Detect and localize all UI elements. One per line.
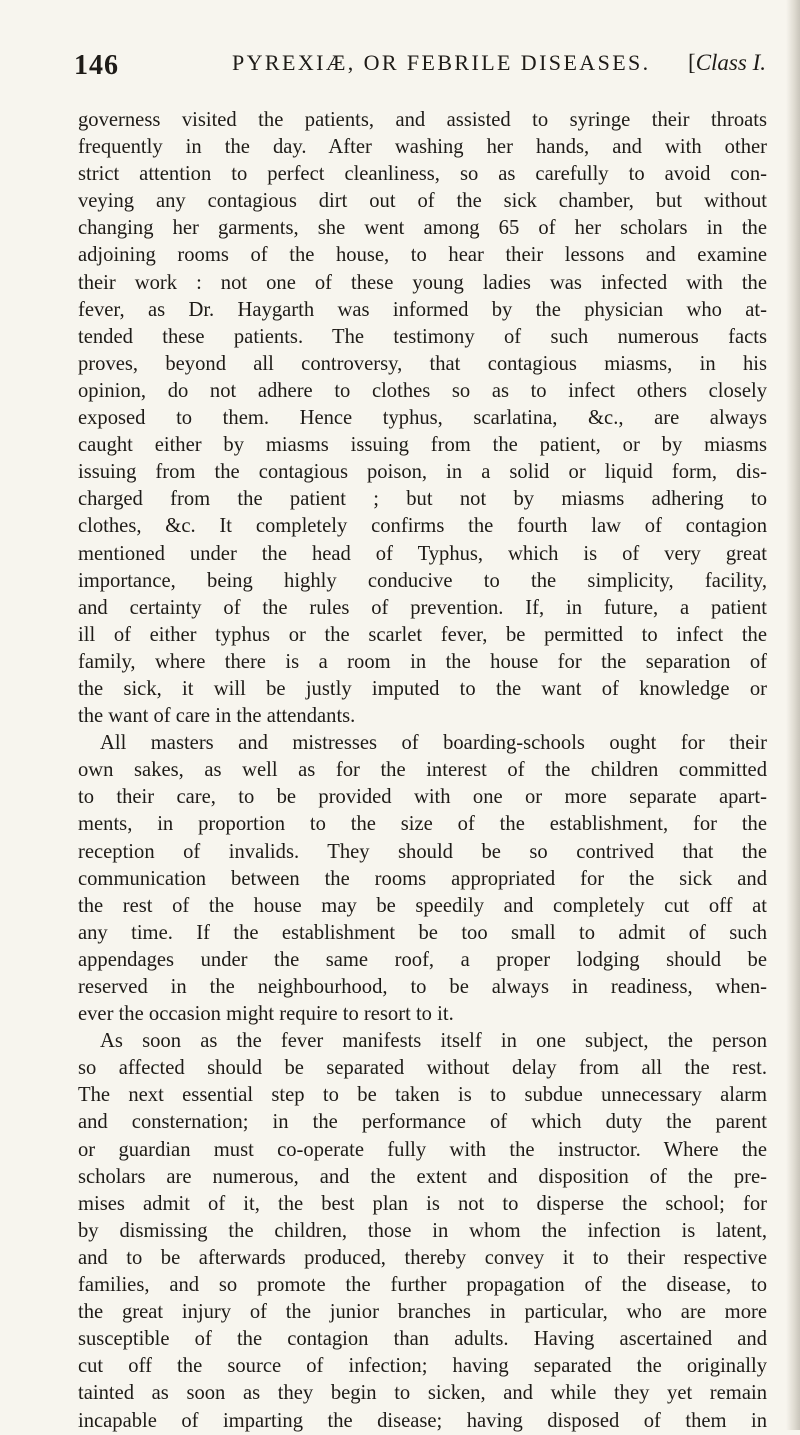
text-line: ill of either typhus or the scarlet fever, be permitted to infect the — [78, 623, 767, 646]
text-line: All masters and mistresses of boarding-schools ought for their — [100, 732, 767, 755]
text-line: communication between the rooms appropriated for the sick and — [78, 867, 767, 890]
text-line: importance, being highly conducive to the simplicity, facility, — [78, 569, 767, 592]
running-title: PYREXIÆ, OR FEBRILE DISEASES. — [232, 50, 651, 75]
text-line: susceptible of the contagion than adults. Having ascertained and — [78, 1328, 767, 1351]
text-line: ments, in proportion to the size of the establishment, for the — [78, 813, 767, 836]
text-line: and certainty of the rules of prevention. If, in future, a patient — [78, 596, 767, 619]
text-line: tainted as soon as they begin to sicken, and while they yet remain — [78, 1382, 767, 1405]
page-edge-shadow — [786, 0, 800, 1430]
text-line: by dismissing the children, those in whom the infection is latent, — [78, 1219, 767, 1242]
text-line: frequently in the day. After washing her hands, and with other — [78, 136, 767, 159]
text-line: so affected should be separated without delay from all the rest. — [78, 1057, 767, 1080]
text-line: family, where there is a room in the house for the separation of — [78, 650, 767, 673]
text-line: adjoining rooms of the house, to hear their lessons and examine — [78, 244, 767, 267]
text-line: families, and so promote the further propagation of the disease, to — [78, 1274, 767, 1297]
text-line: the rest of the house may be speedily and completely cut off at — [78, 894, 767, 917]
text-line: incapable of imparting the disease; having disposed of them in — [78, 1409, 767, 1432]
text-line: ever the occasion might require to resort to it. — [78, 1003, 454, 1026]
text-line: opinion, do not adhere to clothes so as to infect others closely — [78, 379, 767, 402]
text-line: the sick, it will be justly imputed to the want of knowledge or — [78, 677, 767, 700]
text-line: issuing from the contagious poison, in a solid or liquid form, dis- — [78, 461, 767, 484]
class-label-text: Class I. — [695, 50, 766, 75]
text-line: reception of invalids. They should be so contrived that the — [78, 840, 767, 863]
text-line: own sakes, as well as for the interest of the children committed — [78, 759, 767, 782]
text-line: As soon as the fever manifests itself in one subject, the person — [100, 1030, 767, 1053]
text-line: to their care, to be provided with one or more separate apart- — [78, 786, 767, 809]
text-line: or guardian must co-operate fully with the instructor. Where the — [78, 1138, 767, 1161]
text-line: cut off the source of infection; having separated the originally — [78, 1355, 767, 1378]
text-line: charged from the patient ; but not by miasms adhering to — [78, 488, 767, 511]
text-line: strict attention to perfect cleanliness, so as carefully to avoid con- — [78, 163, 767, 186]
text-line: proves, beyond all controversy, that contagious miasms, in his — [78, 352, 767, 375]
body-text — [78, 107, 767, 1435]
text-line: fever, as Dr. Haygarth was informed by the physician who at- — [78, 298, 767, 321]
text-line: exposed to them. Hence typhus, scarlatina, &c., are always — [78, 407, 767, 430]
text-line: the great injury of the junior branches in particular, who are more — [78, 1301, 767, 1324]
running-header — [74, 50, 766, 86]
text-line: appendages under the same roof, a proper lodging should be — [78, 948, 767, 971]
text-line: reserved in the neighbourhood, to be always in readiness, when- — [78, 976, 767, 998]
text-line: any time. If the establishment be too small to admit of such — [78, 921, 767, 944]
text-line: changing her garments, she went among 65 of her scholars in the — [78, 217, 767, 240]
text-line: mises admit of it, the best plan is not to disperse the school; for — [78, 1192, 767, 1215]
text-line: mentioned under the head of Typhus, which is of very great — [78, 542, 767, 565]
class-label-bracket: [ — [688, 50, 696, 75]
text-line: caught either by miasms issuing from the patient, or by miasms — [78, 434, 767, 457]
text-line: The next essential step to be taken is to subdue unnecessary alarm — [78, 1084, 767, 1107]
text-line: and consternation; in the performance of which duty the parent — [78, 1111, 767, 1134]
text-line: clothes, &c. It completely confirms the fourth law of contagion — [78, 515, 767, 538]
text-line: the want of care in the attendants. — [78, 705, 356, 728]
text-line: governess visited the patients, and assisted to syringe their throats — [78, 109, 767, 131]
page-number: 146 — [74, 50, 119, 81]
text-line: their work : not one of these young ladies was infected with the — [78, 271, 767, 294]
text-line: veying any contagious dirt out of the sick chamber, but without — [78, 190, 767, 213]
class-label — [688, 50, 766, 76]
text-line: and to be afterwards produced, thereby convey it to their respective — [78, 1246, 767, 1269]
text-line: scholars are numerous, and the extent and disposition of the pre- — [78, 1165, 767, 1188]
text-line: tended these patients. The testimony of such numerous facts — [78, 325, 767, 348]
